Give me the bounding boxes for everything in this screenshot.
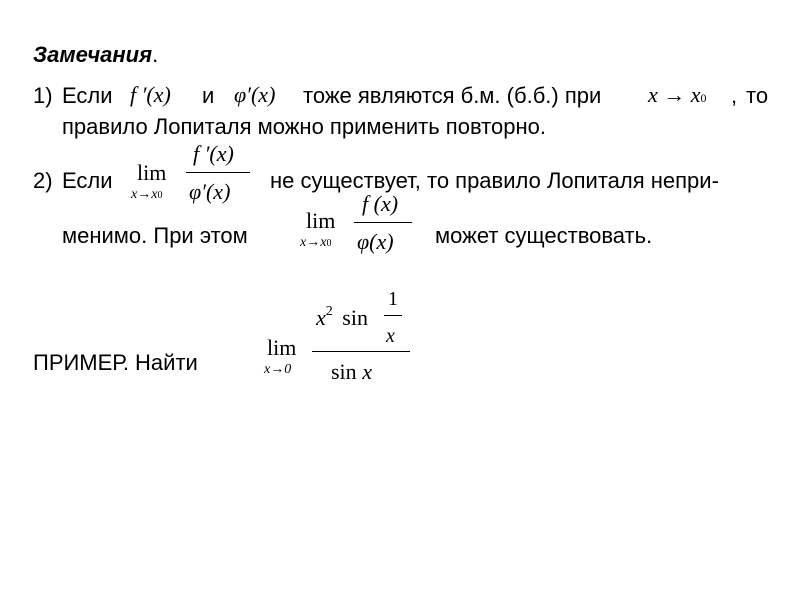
item1-word-if: Если [62,83,113,108]
item2-lim2: lim [306,208,336,233]
item2-fraction-denominator: φ′(x) [189,179,231,204]
example-lim: lim [267,335,297,360]
item2-lim-sub-text: x→x [131,187,158,202]
item2-fraction-bar [186,172,250,173]
item1-word-and: и [202,83,215,108]
remarks-heading-text: Замечания [33,42,153,67]
example-numerator-power: 2 [325,304,333,319]
example-denominator-text: sin x [331,359,372,384]
item2-lim2-sub-text: x→x [300,235,327,250]
item1-condition-text: x → x [648,82,701,107]
remarks-heading [33,44,158,66]
item2-fraction-numerator: f ′(x) [193,141,234,166]
item1-phi-prime: φ′(x) [234,82,276,107]
item2-lim: lim [137,160,167,185]
item1-text-mid: тоже являются б.м. (б.б.) при [303,83,602,108]
example-inner-bar [384,315,402,316]
item2-fraction2-numerator: f (x) [362,191,399,216]
item1-condition [648,84,707,106]
item2-fraction2-denominator: φ(x) [357,229,394,254]
example-label: ПРИМЕР. Найти [33,350,198,375]
item1-condition-sub: 0 [700,91,707,105]
item2-line2-end: может существовать. [435,223,653,248]
item1-word-then: то [746,83,769,108]
example-inner-numerator: 1 [388,288,398,310]
item1-line2: правило Лопиталя можно применить повторно. [62,114,546,139]
example-fraction-bar [312,351,410,352]
item2-number: 2) [33,168,53,193]
example-numerator-sin: sin [342,305,368,330]
example-numerator [316,304,368,330]
item2-fraction2-bar [354,222,412,223]
item2-lim-sub-zero: 0 [157,190,163,201]
item2-lim-sub [131,188,162,202]
example-numerator-x: x [316,305,326,330]
item2-line2-start: менимо. При этом [62,223,248,248]
item2-text-after: не существует, то правило Лопиталя непри- [270,168,719,193]
example-denominator [331,361,372,383]
item2-lim2-sub [300,236,331,250]
example-inner-denominator: x [386,325,395,347]
item2-word-if: Если [62,168,113,193]
item1-comma: , [731,83,738,108]
item2-lim2-sub-zero: 0 [326,238,332,249]
item1-f-prime: f ′(x) [130,82,171,107]
item1-number: 1) [33,83,53,108]
example-lim-sub: x→0 [264,362,292,377]
remarks-heading-dot: . [152,42,159,67]
